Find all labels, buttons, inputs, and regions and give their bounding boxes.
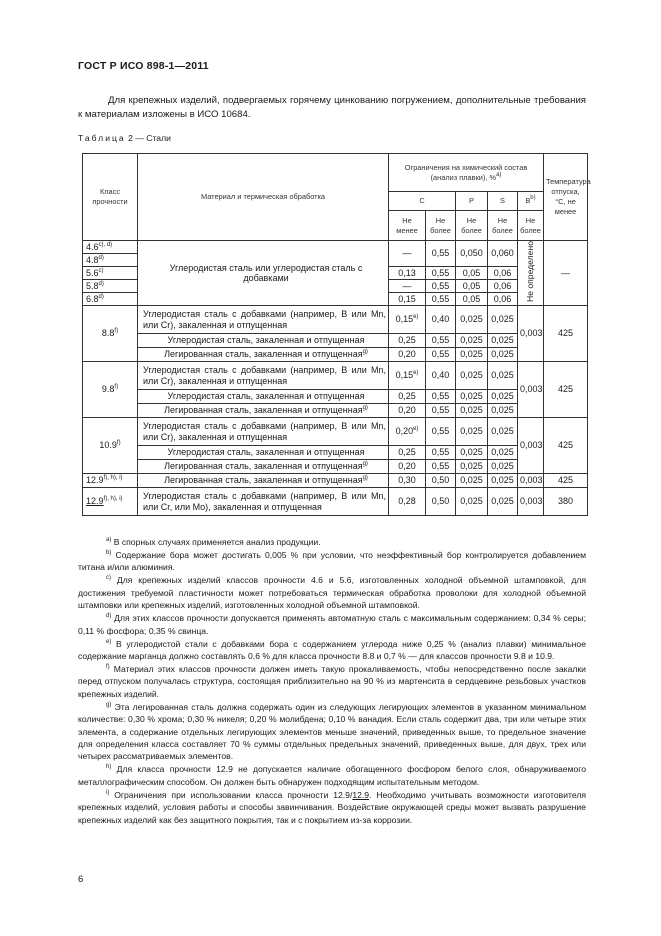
s-cell: 0,025: [488, 474, 518, 488]
header-temp: Температура отпуска, °С, не менее: [544, 154, 588, 241]
header-p: P: [456, 192, 488, 211]
material-cell: Легированная сталь, закаленная и отпущенная$^{g)}$: [138, 348, 389, 362]
c-min-cell: 0,15: [389, 293, 426, 306]
footnote: $^{b)}$ Содержание бора может достигать 0,005 % при условии, что неэффективный бор контролируется добавлением титана и/или алюминия.: [78, 550, 586, 573]
material-cell: Легированная сталь, закаленная и отпущенная$^{g)}$: [138, 474, 389, 488]
p-cell: 0,025: [456, 460, 488, 474]
table-caption: [78, 133, 171, 143]
header-p-max: Не более: [456, 211, 488, 241]
p-cell: 0,025: [456, 488, 488, 516]
c-max-cell: 0,40: [426, 362, 456, 390]
page-number: 6: [78, 874, 84, 885]
c-max-cell: 0,55: [426, 446, 456, 460]
class-cell: $12.9^{f), h), i)}$: [83, 474, 138, 488]
material-cell: Легированная сталь, закаленная и отпущенная$^{g)}$: [138, 460, 389, 474]
c-max-cell: 0,50: [426, 474, 456, 488]
footnote: $^{a)}$ В спорных случаях применяется анализ продукции.: [106, 537, 321, 547]
c-max-cell: 0,50: [426, 488, 456, 516]
table-footnotes: [78, 536, 586, 827]
s-cell: 0,025: [488, 348, 518, 362]
class-cell: 5.6$^{c)}$: [83, 267, 138, 280]
header-limits: [389, 154, 544, 192]
p-cell: 0,050: [456, 241, 488, 267]
s-cell: 0,025: [488, 446, 518, 460]
material-cell: Легированная сталь, закаленная и отпущенная$^{g)}$: [138, 404, 389, 418]
temp-cell: 425: [544, 418, 588, 474]
footnote: $^{d)}$ Для этих классов прочности допускается применять автоматную сталь с максимальным содержанием: 0,34 % серы; 0,11 % фосфора; 0,35 % свинца.: [78, 613, 586, 636]
header-c-min: Не менее: [389, 211, 426, 241]
c-min-cell: 0,25: [389, 446, 426, 460]
header-c: C: [389, 192, 456, 211]
steels-table: [82, 153, 591, 516]
c-max-cell: 0,40: [426, 306, 456, 334]
c-max-cell: 0,55: [426, 404, 456, 418]
s-cell: 0,06: [488, 267, 518, 280]
material-cell: Углеродистая сталь или углеродистая сталь с добавками: [138, 241, 389, 306]
s-cell: 0,060: [488, 241, 518, 267]
c-min-cell: 0,20: [389, 404, 426, 418]
c-max-cell: 0,55: [426, 418, 456, 446]
b-cell: 0,003: [518, 362, 544, 418]
header-b: [518, 192, 544, 211]
header-s: S: [488, 192, 518, 211]
temp-cell: 425: [544, 306, 588, 362]
c-max-cell: 0,55: [426, 390, 456, 404]
p-cell: 0,025: [456, 334, 488, 348]
p-cell: 0,025: [456, 404, 488, 418]
c-min-cell: —: [389, 280, 426, 293]
s-cell: 0,025: [488, 488, 518, 516]
c-min-cell: 0,20: [389, 460, 426, 474]
s-cell: 0,025: [488, 418, 518, 446]
header-material: Материал и термическая обработка: [138, 154, 389, 241]
c-max-cell: 0,55: [426, 293, 456, 306]
footnote: $^{f)}$ Материал этих классов прочности должен иметь такую прокаливаемость, чтобы непосредственно после закалки перед отпуском получалась структура, состоящая приблизительно на 90 % из мартенсита в сердцевине резьбовых участков крепежных изделий.: [78, 664, 586, 699]
c-max-cell: 0,55: [426, 334, 456, 348]
class-cell: 10.9$^{f)}$: [83, 418, 138, 474]
p-cell: 0,025: [456, 348, 488, 362]
c-min-cell: —: [389, 241, 426, 267]
class-cell: 8.8$^{f)}$: [83, 306, 138, 362]
c-max-cell: 0,55: [426, 267, 456, 280]
class-cell: $4.6^{c), d)}$: [83, 241, 138, 254]
b-cell: 0,003: [518, 474, 544, 488]
header-b-text: B: [525, 196, 531, 205]
page-header: ГОСТ Р ИСО 898-1—2011: [78, 60, 209, 72]
c-min-cell: 0,13: [389, 267, 426, 280]
c-max-cell: 0,55: [426, 241, 456, 267]
c-min-cell: 0,15$^{e)}$: [389, 306, 426, 334]
class-cell: 5.8$^{d)}$: [83, 280, 138, 293]
header-b-sup: b): [530, 195, 536, 201]
footnote: $^{i)}$ Ограничения при использовании класса прочности 12.9/12.9. Необходимо учитывать возможности изготовителя крепежных изделий, условия работы и способы завинчивания. Воздействие окружающей среды может вызвать разрушение крепежных изделий как без защитного покрытия, так и с покрытием из-за коррозии.: [78, 789, 586, 825]
header-c-max: Не более: [426, 211, 456, 241]
b-cell: 0,003: [518, 488, 544, 516]
table-caption-prefix: Таблица: [78, 133, 126, 143]
c-min-cell: 0,25: [389, 390, 426, 404]
c-min-cell: 0,20: [389, 348, 426, 362]
class-cell: 9.8$^{f)}$: [83, 362, 138, 418]
p-cell: 0,05: [456, 293, 488, 306]
material-cell: Углеродистая сталь с добавками (например, В или Mn, или Cr), закаленная и отпущенная: [138, 418, 389, 446]
class-cell: 6.8$^{d)}$: [83, 293, 138, 306]
footnote: $^{g)}$ Эта легированная сталь должна содержать один из следующих легирующих элементов в указанном минимальном количестве: 0,30 % хрома; 0,30 % никеля; 0,20 % молибдена; 0,10 % ванадия. Если сталь содержит два, три или четыре этих элемента, а содержание отдельных легирующих элементов меньше значений, приведенных выше, то предельное значение для определения класса составляет 70 % суммы отдельных предельных значений, приведенных выше, для двух, трех или четырех рассматриваемых элементов.: [78, 701, 586, 762]
table-caption-suffix: 2 — Стали: [125, 133, 171, 143]
footnote: $^{h)}$ Для класса прочности 12.9 не допускается наличие обогащенного фосфором белого слоя, обнаруживаемого металлографическим способом. Он должен быть обнаружен подходящим испытательным методом.: [78, 764, 586, 787]
material-cell: Углеродистая сталь, закаленная и отпущенная: [138, 446, 389, 460]
temp-cell: 425: [544, 362, 588, 418]
p-cell: 0,025: [456, 418, 488, 446]
c-min-cell: 0,30: [389, 474, 426, 488]
s-cell: 0,025: [488, 362, 518, 390]
c-min-cell: 0,25: [389, 334, 426, 348]
temp-cell: 380: [544, 488, 588, 516]
class-cell: 4.8$^{d)}$: [83, 254, 138, 267]
header-b-max: Не более: [518, 211, 544, 241]
temp-dash-cell: —: [544, 241, 588, 306]
header-limits-text: Ограничения на химический состав (анализ плавки), %: [404, 162, 528, 182]
p-cell: 0,025: [456, 390, 488, 404]
c-min-cell: 0,15$^{e)}$: [389, 362, 426, 390]
material-cell: Углеродистая сталь с добавками (например, В или Mn, или Cr), закаленная и отпущенная: [138, 306, 389, 334]
b-cell: 0,003: [518, 418, 544, 474]
s-cell: 0,025: [488, 460, 518, 474]
intro-paragraph: Для крепежных изделий, подвергаемых горячему цинкованию погружением, дополнительные требования к материалам изложены в ИСО 10684.: [78, 95, 586, 120]
s-cell: 0,025: [488, 334, 518, 348]
c-min-cell: 0,20$^{e)}$: [389, 418, 426, 446]
s-cell: 0,025: [488, 404, 518, 418]
header-limits-sup: a): [496, 171, 502, 178]
s-cell: 0,06: [488, 293, 518, 306]
header-class: Класс прочности: [83, 154, 138, 241]
p-cell: 0,025: [456, 446, 488, 460]
material-cell: Углеродистая сталь, закаленная и отпущенная: [138, 334, 389, 348]
b-cell: 0,003: [518, 306, 544, 362]
c-min-cell: 0,28: [389, 488, 426, 516]
p-cell: 0,025: [456, 474, 488, 488]
footnote: $^{c)}$ Для крепежных изделий классов прочности 4.6 и 5.6, изготовленных холодной объемной штамповкой, для достижения требуемой пластичности может потребоваться термическая обработка проволоки для холодной объемной штамповки или крепежных изделий, изготовленных холодной объемной штамповкой.: [78, 575, 586, 611]
s-cell: 0,025: [488, 306, 518, 334]
footnote: $^{e)}$ В углеродистой стали с добавками бора с содержанием углерода ниже 0,25 % (анализ плавки) минимальное содержание марганца должно составлять 0,6 % для класса прочности 8.8 и 0,7 % — для классов прочности 9.8 и 10.9.: [78, 638, 586, 662]
c-max-cell: 0,55: [426, 460, 456, 474]
material-cell: Углеродистая сталь с добавками (например, В или Mn, или Cr), закаленная и отпущенная: [138, 362, 389, 390]
c-max-cell: 0,55: [426, 280, 456, 293]
b-not-defined-cell: Не определено: [518, 241, 544, 306]
p-cell: 0,025: [456, 362, 488, 390]
class-cell: $12.9^{f), h), i)}$: [83, 488, 138, 516]
s-cell: 0,06: [488, 280, 518, 293]
material-cell: Углеродистая сталь, закаленная и отпущенная: [138, 390, 389, 404]
temp-cell: 425: [544, 474, 588, 488]
material-cell: Углеродистая сталь с добавками (например, В или Mn, или Cr, или Mo), закаленная и отпущенная: [138, 488, 389, 516]
p-cell: 0,05: [456, 280, 488, 293]
c-max-cell: 0,55: [426, 348, 456, 362]
p-cell: 0,05: [456, 267, 488, 280]
header-s-max: Не более: [488, 211, 518, 241]
p-cell: 0,025: [456, 306, 488, 334]
s-cell: 0,025: [488, 390, 518, 404]
